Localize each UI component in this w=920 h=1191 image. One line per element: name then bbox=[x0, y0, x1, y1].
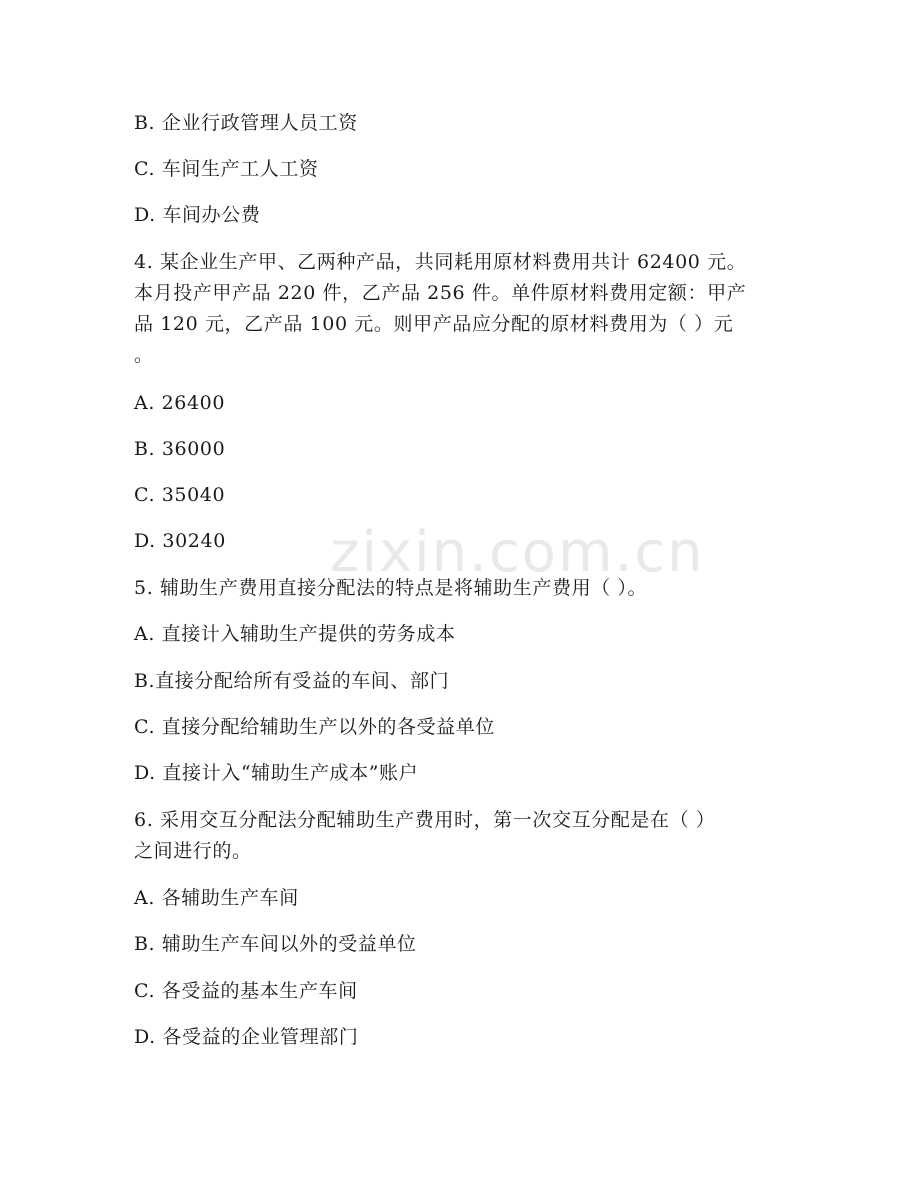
question-6-line-2: 之间进行的。 bbox=[134, 840, 252, 862]
question-4-line-4: 。 bbox=[134, 344, 154, 366]
option-b-q5: B.直接分配给所有受益的车间、部门 bbox=[134, 670, 450, 692]
watermark: zixin.com.cn bbox=[330, 520, 705, 585]
option-a-q5: A. 直接计入辅助生产提供的劳务成本 bbox=[134, 623, 456, 645]
option-a-q4: A. 26400 bbox=[134, 392, 226, 414]
option-d-q6: D. 各受益的企业管理部门 bbox=[134, 1026, 359, 1048]
question-4-line-3: 品 120 元，乙产品 100 元。则甲产品应分配的原材料费用为（ ）元 bbox=[134, 313, 734, 335]
option-d-q5: D. 直接计入“辅助生产成本”账户 bbox=[134, 762, 419, 784]
option-b-q4: B. 36000 bbox=[134, 438, 226, 460]
option-c-q4: C. 35040 bbox=[134, 484, 226, 506]
option-c-q5: C. 直接分配给辅助生产以外的各受益单位 bbox=[134, 716, 495, 738]
option-c-q6: C. 各受益的基本生产车间 bbox=[134, 980, 358, 1002]
option-b-q3: B. 企业行政管理人员工资 bbox=[134, 112, 358, 134]
option-b-q6: B. 辅助生产车间以外的受益单位 bbox=[134, 933, 417, 955]
question-6-line-1: 6. 采用交互分配法分配辅助生产费用时，第一次交互分配是在（ ） bbox=[134, 809, 716, 831]
option-c-q3: C. 车间生产工人工资 bbox=[134, 158, 319, 180]
option-d-q3: D. 车间办公费 bbox=[134, 204, 261, 226]
option-a-q6: A. 各辅助生产车间 bbox=[134, 887, 299, 909]
option-d-q4: D. 30240 bbox=[134, 530, 226, 552]
question-5: 5. 辅助生产费用直接分配法的特点是将辅助生产费用（ ）。 bbox=[134, 577, 648, 599]
question-4-line-1: 4. 某企业生产甲、乙两种产品，共同耗用原材料费用共计 62400 元。 bbox=[134, 251, 747, 273]
question-4-line-2: 本月投产甲产品 220 件，乙产品 256 件。单件原材料费用定额：甲产 bbox=[134, 282, 747, 304]
